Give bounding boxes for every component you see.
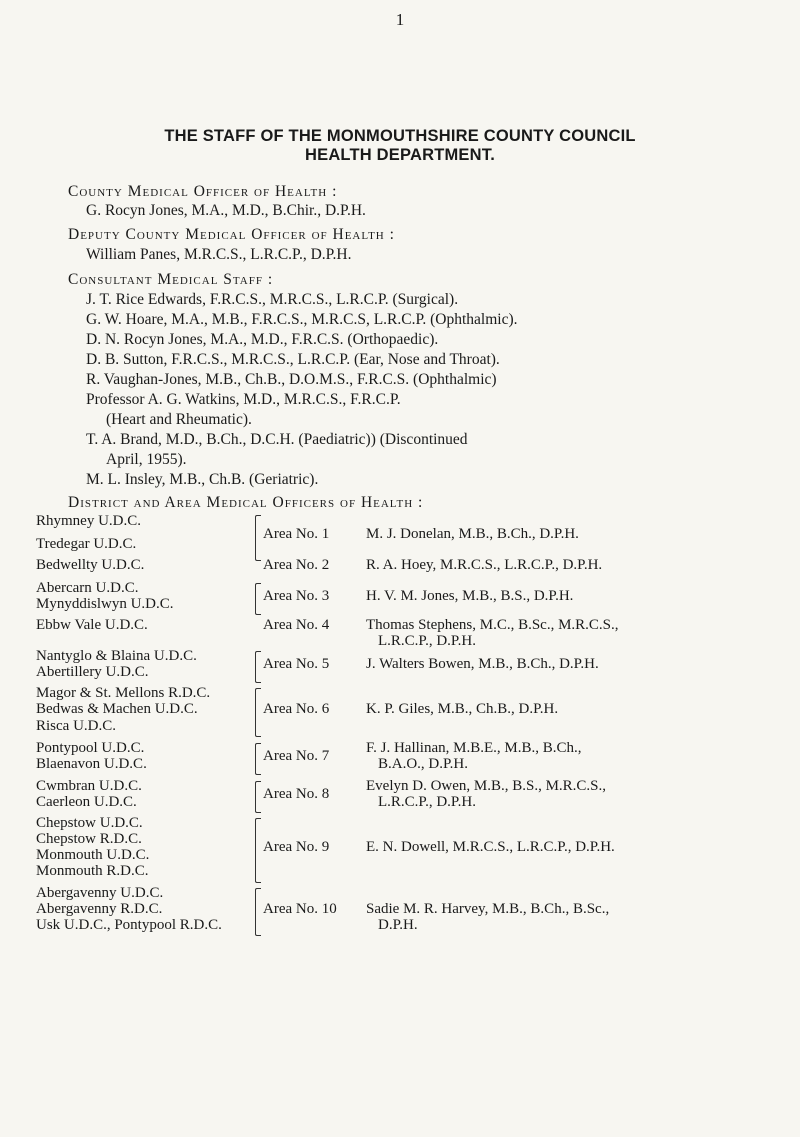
consultant-line: April, 1955). [106,451,187,468]
district-name: Mynyddislwyn U.D.C. [36,596,174,612]
area-officer: B.A.O., D.P.H. [378,756,469,772]
district-name: Bedwellty U.D.C. [36,557,145,573]
district-name: Usk U.D.C., Pontypool R.D.C. [36,917,222,933]
area-officer: Thomas Stephens, M.C., B.Sc., M.R.C.S., [366,617,619,633]
district-name: Monmouth R.D.C. [36,863,149,879]
district-heading: District and Area Medical Officers of Health : [68,494,424,511]
area-officer: L.R.C.P., D.P.H. [378,794,476,810]
consultant-heading: Consultant Medical Staff : [68,271,274,288]
group-brace [255,583,261,615]
area-officer: Evelyn D. Owen, M.B., B.S., M.R.C.S., [366,778,607,794]
district-name: Ebbw Vale U.D.C. [36,617,148,633]
group-brace [255,688,261,737]
group-brace [255,888,261,936]
deputy-moh-name: William Panes, M.R.C.S., L.R.C.P., D.P.H. [86,246,352,263]
area-number: Area No. 6 [263,701,330,717]
area-officer: Sadie M. R. Harvey, M.B., B.Ch., B.Sc., [366,901,610,917]
page-title: THE STAFF OF THE MONMOUTHSHIRE COUNTY COUNCIL [164,127,636,145]
area-officer: J. Walters Bowen, M.B., B.Ch., D.P.H. [366,656,599,672]
area-number: Area No. 7 [263,748,330,764]
area-number: Area No. 1 [263,526,330,542]
consultant-line: R. Vaughan-Jones, M.B., Ch.B., D.O.M.S., F.R.C.S. (Ophthalmic) [86,371,497,388]
area-number: Area No. 2 [263,557,330,573]
consultant-line: M. L. Insley, M.B., Ch.B. (Geriatric). [86,471,319,488]
district-name: Caerleon U.D.C. [36,794,137,810]
group-brace [255,743,261,775]
area-officer: D.P.H. [378,917,418,933]
group-brace [255,651,261,683]
page-subtitle: HEALTH DEPARTMENT. [305,146,495,164]
area-number: Area No. 8 [263,786,330,802]
area-officer: H. V. M. Jones, M.B., B.S., D.P.H. [366,588,574,604]
county-moh-name: G. Rocyn Jones, M.A., M.D., B.Chir., D.P.H. [86,202,366,219]
group-brace [255,515,261,561]
district-name: Chepstow R.D.C. [36,831,142,847]
area-number: Area No. 9 [263,839,330,855]
district-name: Monmouth U.D.C. [36,847,150,863]
district-name: Abergavenny U.D.C. [36,885,164,901]
consultant-line: G. W. Hoare, M.A., M.B., F.R.C.S., M.R.C.S, L.R.C.P. (Ophthalmic). [86,311,518,328]
consultant-line: D. N. Rocyn Jones, M.A., M.D., F.R.C.S. (Orthopaedic). [86,331,439,348]
district-name: Chepstow U.D.C. [36,815,143,831]
area-number: Area No. 10 [263,901,337,917]
area-officer: K. P. Giles, M.B., Ch.B., D.P.H. [366,701,559,717]
area-officer: E. N. Dowell, M.R.C.S., L.R.C.P., D.P.H. [366,839,615,855]
area-officer: R. A. Hoey, M.R.C.S., L.R.C.P., D.P.H. [366,557,603,573]
district-name: Risca U.D.C. [36,718,116,734]
area-number: Area No. 3 [263,588,330,604]
area-officer: L.R.C.P., D.P.H. [378,633,476,649]
consultant-line: Professor A. G. Watkins, M.D., M.R.C.S., F.R.C.P. [86,391,401,408]
consultant-line: T. A. Brand, M.D., B.Ch., D.C.H. (Paediatric)) (Discontinued [86,431,468,448]
district-name: Tredegar U.D.C. [36,536,137,552]
group-brace [255,781,261,813]
district-name: Abertillery U.D.C. [36,664,149,680]
consultant-line: J. T. Rice Edwards, F.R.C.S., M.R.C.S., L.R.C.P. (Surgical). [86,291,459,308]
page-number: 1 [395,10,405,29]
district-name: Abergavenny R.D.C. [36,901,163,917]
area-number: Area No. 4 [263,617,330,633]
area-number: Area No. 5 [263,656,330,672]
group-brace [255,818,261,883]
district-name: Rhymney U.D.C. [36,513,141,529]
district-name: Abercarn U.D.C. [36,580,139,596]
area-officer: M. J. Donelan, M.B., B.Ch., D.P.H. [366,526,579,542]
area-officer: F. J. Hallinan, M.B.E., M.B., B.Ch., [366,740,582,756]
district-name: Pontypool U.D.C. [36,740,145,756]
district-name: Bedwas & Machen U.D.C. [36,701,198,717]
county-moh-heading: County Medical Officer of Health : [68,183,338,200]
district-name: Blaenavon U.D.C. [36,756,147,772]
district-name: Nantyglo & Blaina U.D.C. [36,648,197,664]
deputy-moh-heading: Deputy County Medical Officer of Health : [68,226,395,243]
consultant-line: (Heart and Rheumatic). [106,411,252,428]
district-name: Magor & St. Mellons R.D.C. [36,685,211,701]
consultant-line: D. B. Sutton, F.R.C.S., M.R.C.S., L.R.C.P. (Ear, Nose and Throat). [86,351,500,368]
district-name: Cwmbran U.D.C. [36,778,142,794]
